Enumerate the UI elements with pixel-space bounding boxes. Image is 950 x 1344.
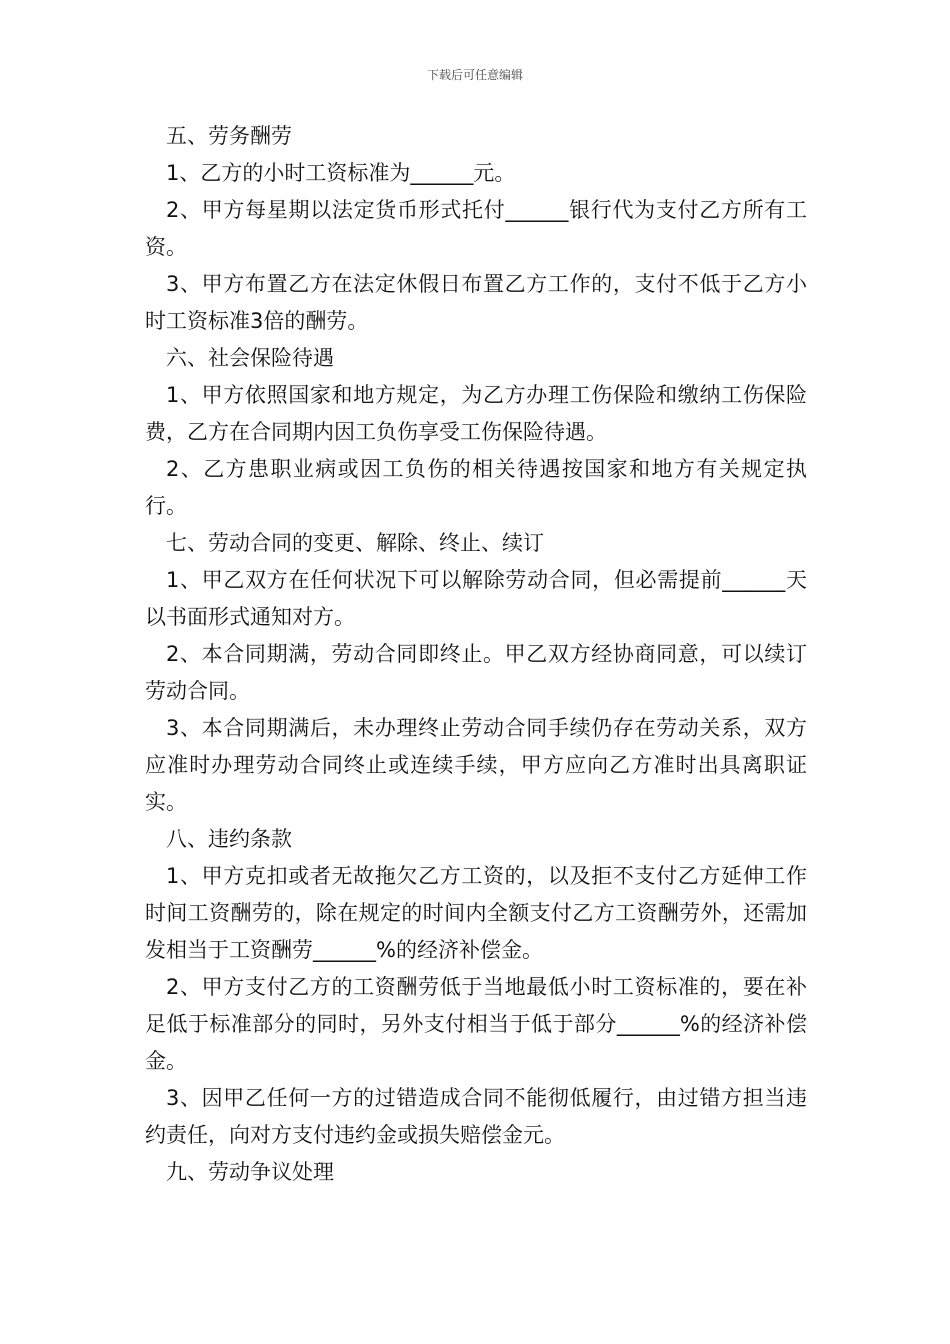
- clause-paragraph: 2、乙方患职业病或因工负伤的相关待遇按国家和地方有关规定执行。: [145, 457, 807, 518]
- clause-paragraph: 3、甲方布置乙方在法定休假日布置乙方工作的，支付不低于乙方小时工资标准3倍的酬劳。: [145, 272, 807, 333]
- clause-paragraph: 1、乙方的小时工资标准为______元。: [166, 161, 516, 185]
- document-body: [145, 118, 807, 1191]
- clause-paragraph: 2、本合同期满，劳动合同即终止。甲乙双方经协商同意，可以续订劳动合同。: [145, 642, 807, 703]
- page-header: 下载后可任意编辑: [426, 68, 523, 82]
- clause-paragraph: 1、甲方克扣或者无故拖欠乙方工资的，以及拒不支付乙方延伸工作时间工资酬劳的，除在规定的时间内全额支付乙方工资酬劳外，还需加发相当于工资酬劳______%的经济补偿金。: [145, 864, 807, 962]
- clause-paragraph: 3、本合同期满后，未办理终止劳动合同手续仍存在劳动关系，双方应准时办理劳动合同终止或连续手续，甲方应向乙方准时出具离职证实。: [145, 716, 807, 814]
- section-heading: 七、劳动合同的变更、解除、终止、续订: [166, 531, 544, 555]
- clause-paragraph: 3、因甲乙任何一方的过错造成合同不能彻低履行，由过错方担当违约责任，向对方支付违约金或损失赔偿金元。: [145, 1086, 807, 1147]
- section-heading: 九、劳动争议处理: [166, 1160, 334, 1184]
- clause-paragraph: 1、甲方依照国家和地方规定，为乙方办理工伤保险和缴纳工伤保险费，乙方在合同期内因工负伤享受工伤保险待遇。: [145, 383, 807, 444]
- clause-paragraph: 2、甲方支付乙方的工资酬劳低于当地最低小时工资标准的，要在补足低于标准部分的同时，另外支付相当于低于部分______%的经济补偿金。: [145, 975, 807, 1073]
- section-heading: 六、社会保险待遇: [166, 346, 334, 370]
- clause-paragraph: 2、甲方每星期以法定货币形式托付______银行代为支付乙方所有工资。: [145, 198, 807, 259]
- section-heading: 五、劳务酬劳: [166, 124, 292, 148]
- clause-paragraph: 1、甲乙双方在任何状况下可以解除劳动合同，但必需提前______天以书面形式通知对方。: [145, 568, 807, 629]
- section-heading: 八、违约条款: [166, 827, 292, 851]
